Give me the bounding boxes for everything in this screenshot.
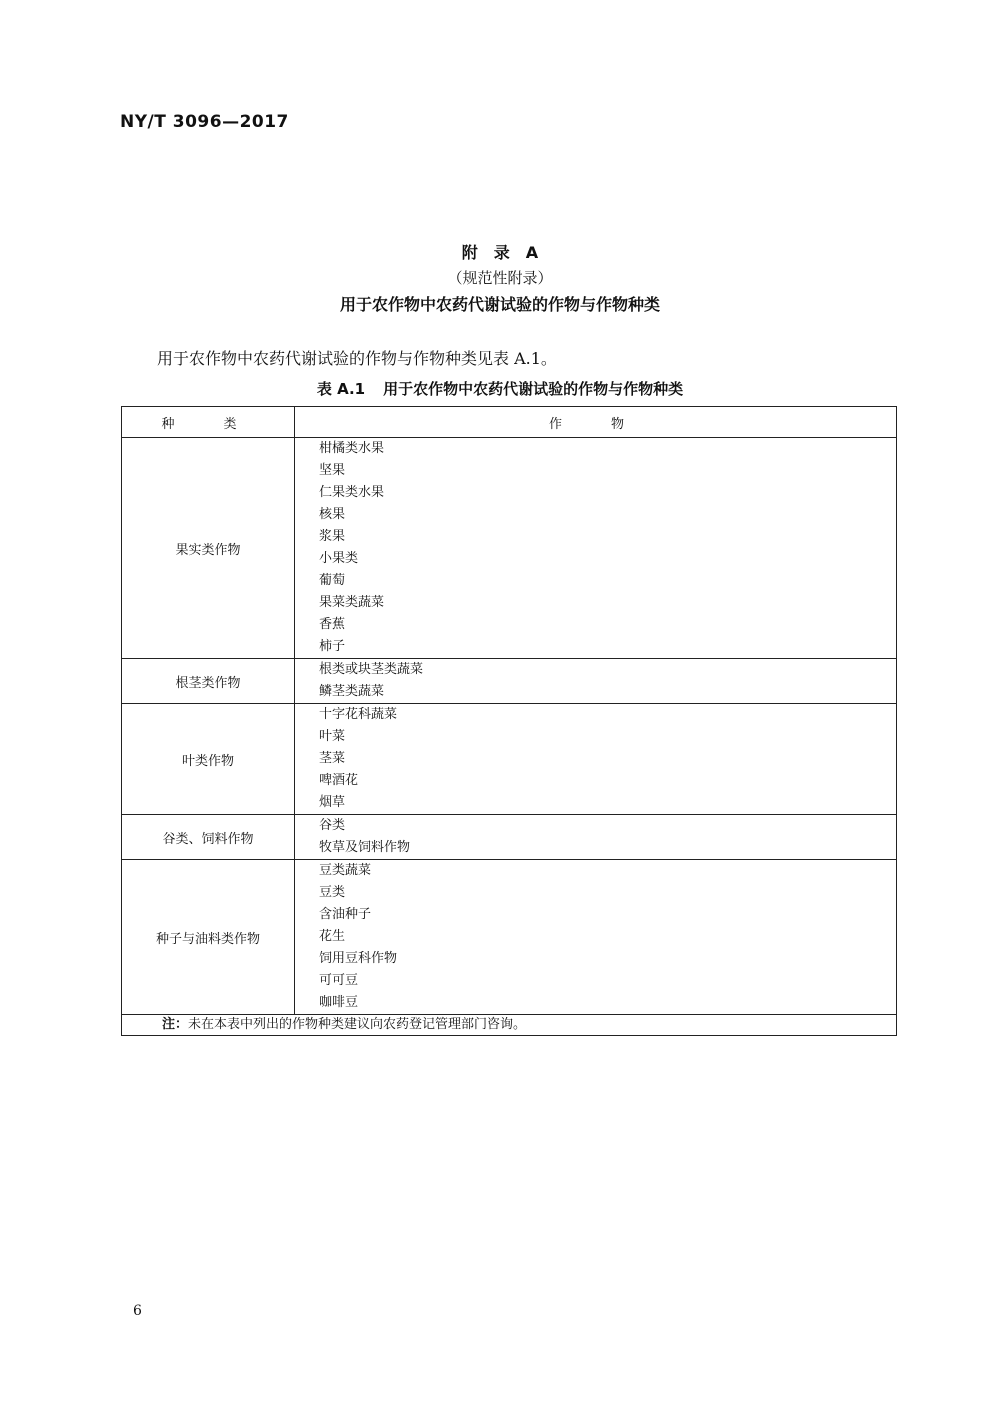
table-note-row	[122, 1015, 897, 1036]
category-cell: 谷类、饲料作物	[122, 815, 295, 860]
crops-cell	[295, 659, 897, 704]
crop-item: 茎菜	[319, 751, 346, 766]
appendix-title: 附 录 A	[461, 243, 539, 262]
crop-item: 叶菜	[319, 729, 346, 744]
category-cell: 果实类作物	[122, 438, 295, 659]
category-cell: 叶类作物	[122, 704, 295, 815]
crop-item: 可可豆	[319, 973, 359, 988]
table-body	[122, 438, 897, 1015]
crops-cell	[295, 815, 897, 860]
table-caption-number: 表 A.1	[316, 380, 366, 398]
crop-item: 十字花科蔬菜	[319, 707, 398, 722]
crop-item: 含油种子	[319, 907, 372, 922]
category-cell: 根茎类作物	[122, 659, 295, 704]
crop-item: 坚果	[319, 463, 346, 478]
header-crops: 作 物	[295, 407, 897, 438]
table-row	[122, 860, 897, 1015]
crop-item: 啤酒花	[319, 773, 359, 788]
crop-item: 浆果	[319, 529, 346, 544]
note-label: 注：	[162, 1017, 189, 1032]
crops-cell	[295, 860, 897, 1015]
crop-item: 豆类蔬菜	[319, 863, 372, 878]
crops-cell	[295, 704, 897, 815]
crop-item: 葡萄	[319, 573, 346, 588]
crop-item: 花生	[319, 929, 346, 944]
page-number: 6	[133, 1303, 142, 1319]
category-cell: 种子与油料类作物	[122, 860, 295, 1015]
table-caption-title: 用于农作物中农药代谢试验的作物与作物种类	[383, 380, 684, 398]
crop-item: 核果	[319, 507, 346, 522]
crop-item: 根类或块茎类蔬菜	[319, 662, 424, 677]
header-category: 种 类	[122, 407, 295, 438]
crop-table	[121, 406, 897, 1036]
crop-item: 烟草	[319, 795, 346, 810]
table-note	[122, 1015, 897, 1036]
table-header-row	[122, 407, 897, 438]
table-row	[122, 438, 897, 659]
appendix-type: （规范性附录）	[447, 269, 553, 287]
crop-item: 柿子	[319, 639, 346, 654]
crops-cell	[295, 438, 897, 659]
crop-item: 香蕉	[319, 617, 346, 632]
crop-item: 豆类	[319, 885, 346, 900]
note-text: 未在本表中列出的作物种类建议向农药登记管理部门咨询。	[188, 1017, 527, 1032]
table-caption	[0, 378, 1000, 399]
crop-item: 谷类	[319, 818, 346, 833]
appendix-subtitle: 用于农作物中农药代谢试验的作物与作物种类	[339, 295, 660, 314]
crop-item: 牧草及饲料作物	[319, 840, 411, 855]
intro-paragraph: 用于农作物中农药代谢试验的作物与作物种类见表 A.1。	[157, 349, 557, 368]
crop-item: 饲用豆科作物	[319, 951, 398, 966]
crop-item: 柑橘类水果	[319, 441, 385, 456]
crop-item: 果菜类蔬菜	[319, 595, 385, 610]
crop-item: 小果类	[319, 551, 359, 566]
document-code: NY/T 3096—2017	[120, 112, 289, 132]
crop-item: 仁果类水果	[319, 485, 385, 500]
crop-item: 鳞茎类蔬菜	[319, 684, 385, 699]
table-row	[122, 815, 897, 860]
crop-item: 咖啡豆	[319, 995, 359, 1010]
table-row	[122, 659, 897, 704]
table-row	[122, 704, 897, 815]
